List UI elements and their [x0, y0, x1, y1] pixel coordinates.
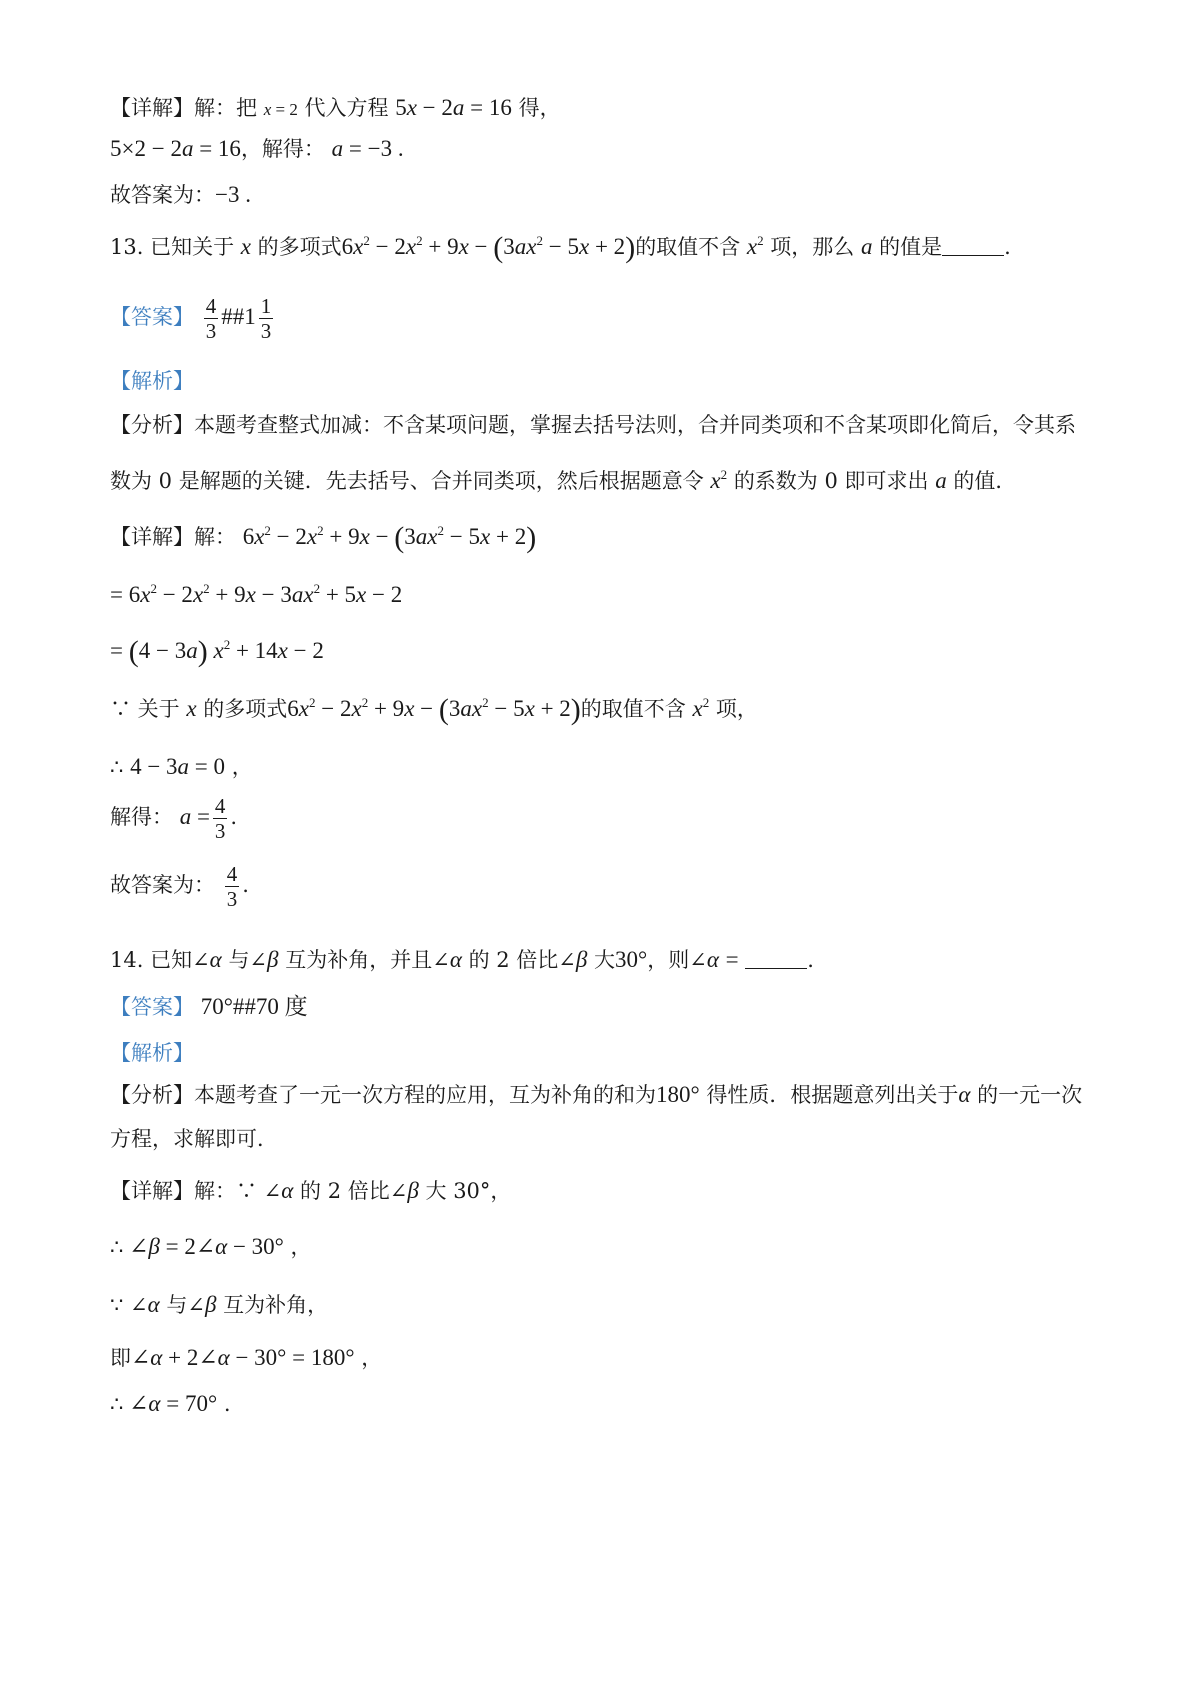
- detail-14-line-1: 【详解】解：∵ ∠α 的 2 倍比∠β 大 30°，: [110, 1178, 512, 1203]
- detail-line-1: 【详解】解：把 x = 2 代入方程 5x − 2a = 16 得，: [110, 95, 561, 120]
- answer-14: 【答案】 70°##70 度: [110, 994, 308, 1019]
- because-13: ∵ 关于 x 的多项式$6x^2 - 2x^2 + 9x - (3ax^2 - 5x + 2)$的取值不含 $x^2$ 项，: [110, 693, 758, 726]
- detail-line-2: 5×2 − 2a = 16，解得： a = −3 .: [110, 136, 404, 161]
- fenxi-14-line-2: 方程，求解即可．: [110, 1127, 278, 1151]
- fraction-4-3: $\frac{4}{3}$: [205, 294, 217, 343]
- detail-13-line-3: = (4 − 3a) $x^2 + 14x - 2$: [110, 635, 324, 668]
- detail-14-line-5: ∴ ∠α = 70° .: [110, 1391, 231, 1416]
- detail-14-line-4: 即∠α + 2∠α − 30° = 180° ，: [110, 1345, 383, 1370]
- answer-13: 【答案】 $\frac{4}{3}$ ##1 $\frac{1}{3}$: [110, 294, 272, 343]
- detail-13-line-2: = $6x^2 - 2x^2 + 9x - 3ax^2 + 5x - 2$: [110, 581, 403, 607]
- question-14: 14. 已知∠α 与∠β 互为补角，并且∠α 的 2 倍比∠β 大30°，则∠α = .: [110, 947, 814, 972]
- fenxi-13-line-1: 【分析】本题考查整式加减：不含某项问题，掌握去括号法则，合并同类项和不含某项即化简后，令其系: [110, 413, 1076, 437]
- question-13: 13. 已知关于 x 的多项式$6x^2 - 2x^2 + 9x - (3ax^2 - 5x + 2)$的取值不含 $x^2$ 项，那么 a 的值是 .: [110, 231, 1011, 264]
- analysis-tag-13: 【解析】: [110, 369, 194, 393]
- fenxi-13-line-2: 数为 0 是解题的关键．先去括号、合并同类项，然后根据题意令 $x^2$ 的系数为 0 即可求出 a 的值．: [110, 467, 1017, 493]
- detail-14-line-2: ∴ ∠β = 2∠α − 30° ，: [110, 1234, 312, 1259]
- fenxi-14-line-1: 【分析】本题考查了一元一次方程的应用，互为补角的和为180° 得性质．根据题意列出关于α 的一元一次: [110, 1082, 1083, 1107]
- detail-14-line-3: ∵ ∠α 与∠β 互为补角，: [110, 1292, 329, 1317]
- answer-line: 故答案为：−3 .: [110, 182, 251, 207]
- detail-13-line-1: 【详解】解： $6x^2 - 2x^2 + 9x - (3ax^2 - 5x + 2)$: [110, 521, 537, 554]
- final-answer-13: 故答案为： $\frac{4}{3}$ .: [110, 862, 249, 911]
- solve-13: 解得： a = $\frac{4}{3}$ .: [110, 794, 238, 843]
- analysis-tag-14: 【解析】: [110, 1041, 194, 1065]
- therefore-13: ∴ 4 − 3a = 0 ，: [110, 754, 253, 779]
- fraction-1-3: $\frac{1}{3}$: [260, 294, 272, 343]
